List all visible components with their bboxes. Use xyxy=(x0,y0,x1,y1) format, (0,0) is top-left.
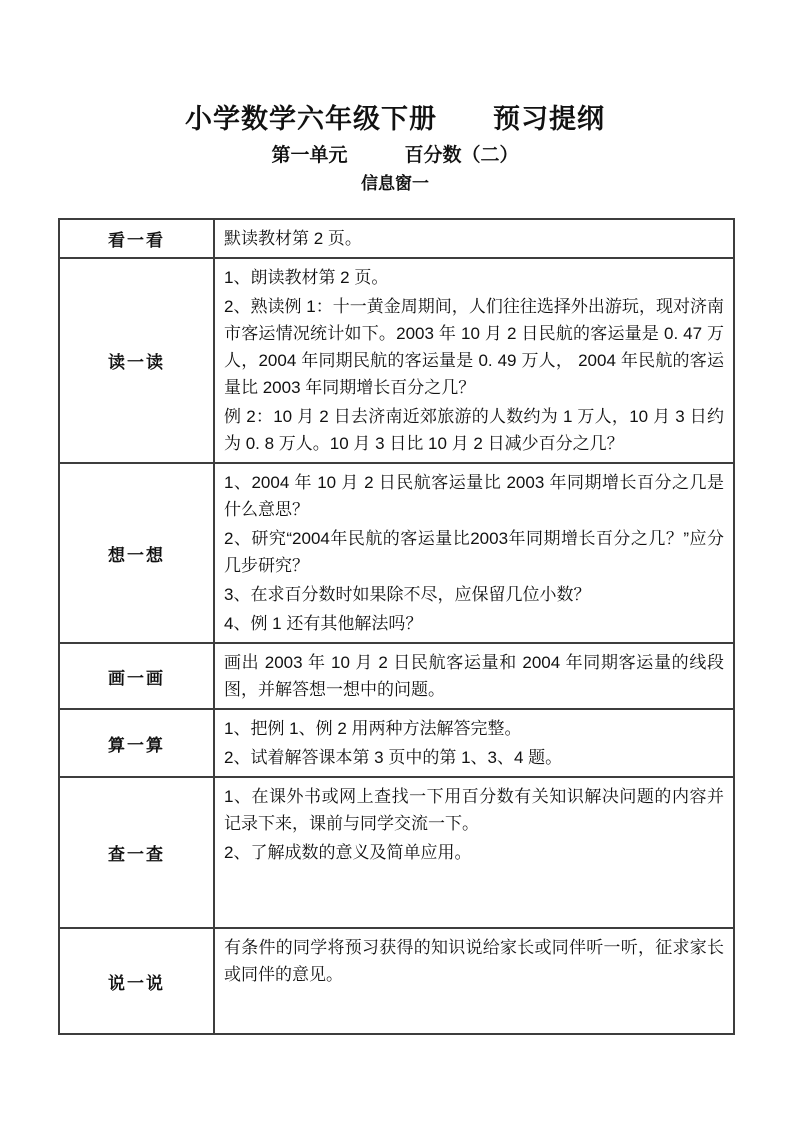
table-row xyxy=(59,258,734,463)
table-row xyxy=(59,709,734,777)
page-subtitle: 第一单元 百分数（二） xyxy=(271,145,519,166)
row-content xyxy=(214,219,734,258)
table-row xyxy=(59,463,734,643)
table-row xyxy=(59,928,734,1034)
content-line: 2、试着解答课本第 3 页中的第 1、3、4 题。 xyxy=(224,748,563,767)
row-content xyxy=(214,777,734,928)
row-label: 说一说 xyxy=(59,928,214,1034)
page-title: 小学数学六年级下册 预习提纲 xyxy=(185,104,605,134)
row-label: 算一算 xyxy=(59,709,214,777)
section-title: 信息窗一 xyxy=(361,174,429,193)
row-label: 想一想 xyxy=(59,463,214,643)
content-line: 1、2004 年 10 月 2 日民航客运量比 2003 年同期增长百分之几是什么意思？ xyxy=(224,473,724,519)
row-content xyxy=(214,928,734,1034)
table-row xyxy=(59,777,734,928)
content-line: 默读教材第 2 页。 xyxy=(224,229,362,248)
table-row xyxy=(59,219,734,258)
content-line: 1、朗读教材第 2 页。 xyxy=(224,268,389,287)
row-label: 看一看 xyxy=(59,219,214,258)
content-line: 2、了解成数的意义及简单应用。 xyxy=(224,843,472,862)
row-content xyxy=(214,258,734,463)
table-row xyxy=(59,643,734,709)
content-line: 4、例 1 还有其他解法吗？ xyxy=(224,614,423,633)
content-line: 有条件的同学将预习获得的知识说给家长或同伴听一听，征求家长或同伴的意见。 xyxy=(224,938,724,984)
content-line: 1、把例 1、例 2 用两种方法解答完整。 xyxy=(224,719,522,738)
content-line: 3、在求百分数时如果除不尽，应保留几位小数？ xyxy=(224,585,591,604)
row-content xyxy=(214,643,734,709)
row-label: 画一画 xyxy=(59,643,214,709)
content-line: 1、在课外书或网上查找一下用百分数有关知识解决问题的内容并记录下来，课前与同学交流一下。 xyxy=(224,787,724,833)
study-outline-table-body xyxy=(59,219,734,1034)
row-content xyxy=(214,709,734,777)
row-content xyxy=(214,463,734,643)
content-line: 2、研究“2004年民航的客运量比2003年同期增长百分之几？”应分几步研究？ xyxy=(224,529,724,575)
row-label: 读一读 xyxy=(59,258,214,463)
content-line: 画出 2003 年 10 月 2 日民航客运量和 2004 年同期客运量的线段图，并解答想一想中的问题。 xyxy=(224,653,724,699)
document-header xyxy=(0,0,790,195)
content-line: 2、熟读例 1：十一黄金周期间，人们往往选择外出游玩，现对济南市客运情况统计如下。2003 年 10 月 2 日民航的客运量是 0. 47 万人，2004 年同期民航的客运量是 0. 49 万人， 2004 年民航的客运量比 2003 年同期增长百分之几？ xyxy=(224,297,724,397)
row-label: 查一查 xyxy=(59,777,214,928)
content-line: 例 2：10 月 2 日去济南近郊旅游的人数约为 1 万人，10 月 3 日约为 0. 8 万人。10 月 3 日比 10 月 2 日减少百分之几？ xyxy=(224,407,724,453)
study-outline-table xyxy=(58,218,735,1035)
